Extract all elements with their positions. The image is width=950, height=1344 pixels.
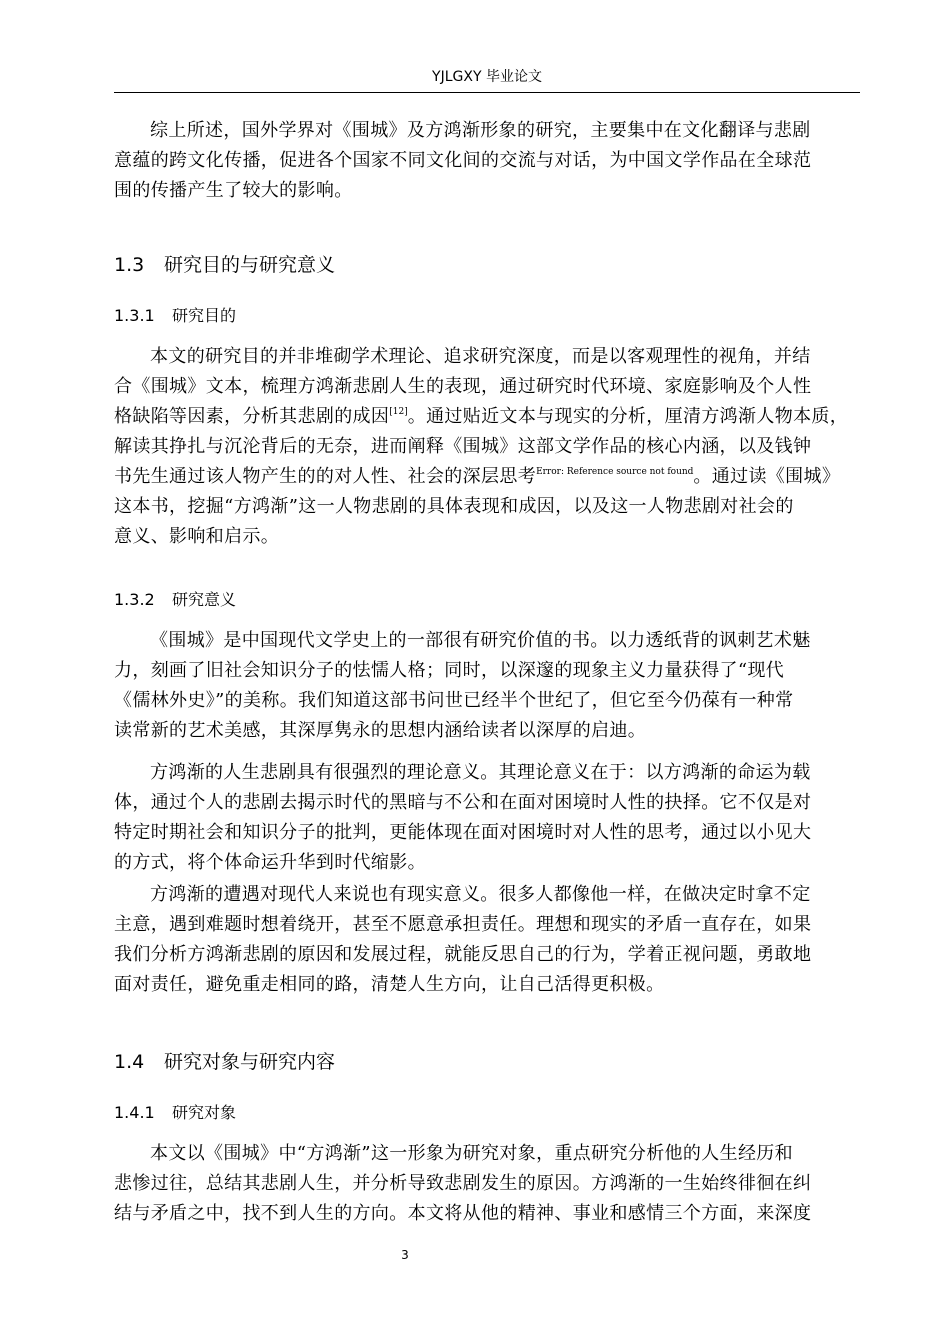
header-rule: [114, 92, 860, 93]
paragraph-line: 本文以《围城》中“方鸿渐”这一形象为研究对象，重点研究分析他的人生经历和: [150, 1143, 794, 1164]
citation-12[interactable]: [12]: [389, 407, 408, 417]
paragraph-line: [114, 402, 860, 432]
paragraph-line: 意义、影响和启示。: [114, 526, 280, 547]
section-number: 1.3: [114, 254, 145, 276]
intro-line-3: 围的传播产生了较大的影响。: [114, 180, 353, 201]
paragraph-line: 主意，遇到难题时想着绕开，甚至不愿意承担责任。理想和现实的矛盾一直存在，如果: [114, 914, 812, 935]
subsection-title: 研究目的: [172, 306, 237, 325]
significance-paragraph-3: [114, 880, 860, 1000]
intro-line-1: 综上所述，国外学界对《围城》及方鸿渐形象的研究，主要集中在文化翻译与悲剧: [150, 120, 811, 141]
subsection-number: 1.4.1: [114, 1103, 155, 1122]
significance-paragraph-2: [114, 758, 860, 878]
subsection-title: 研究意义: [172, 590, 237, 609]
paragraph-line: 《儒林外史》”的美称。我们知道这部书问世已经半个世纪了，但它至今仍葆有一种常: [114, 690, 794, 711]
paragraph-line: 《围城》是中国现代文学史上的一部很有研究价值的书。以力透纸背的讽刺艺术魅: [150, 630, 811, 651]
section-heading-1-3: [114, 252, 335, 278]
paragraph-line: 结与矛盾之中，找不到人生的方向。本文将从他的精神、事业和感情三个方面，来深度: [114, 1203, 812, 1224]
subsection-heading-1-4-1: [114, 1102, 236, 1124]
paragraph-line: [114, 462, 860, 492]
paragraph-line: 本文的研究目的并非堆砌学术理论、追求研究深度，而是以客观理性的视角，并结: [150, 346, 811, 367]
reference-error-citation[interactable]: Error: Reference source not found: [536, 467, 694, 477]
section-number: 1.4: [114, 1051, 145, 1073]
research-object-paragraph: [114, 1139, 860, 1229]
paragraph-line: 合《围城》文本，梳理方鸿渐悲剧人生的表现，通过研究时代环境、家庭影响及个人性: [114, 376, 812, 397]
line-text: 。通过读《围城》: [693, 466, 841, 487]
paragraph-line: 解读其挣扎与沉沦背后的无奈，进而阐释《围城》这部文学作品的核心内涵，以及钱钟: [114, 436, 812, 457]
paragraph-line: 面对责任，避免重走相同的路，清楚人生方向，让自己活得更积极。: [114, 974, 665, 995]
paragraph-line: 力，刻画了旧社会知识分子的怯懦人格；同时，以深邃的现象主义力量获得了“现代: [114, 660, 785, 681]
intro-paragraph: [114, 116, 860, 206]
paragraph-line: 方鸿渐的人生悲剧具有很强烈的理论意义。其理论意义在于：以方鸿渐的命运为载: [150, 762, 811, 783]
section-title: 研究对象与研究内容: [164, 1051, 336, 1073]
significance-paragraph-1: [114, 626, 860, 746]
subsection-number: 1.3.1: [114, 306, 155, 325]
research-purpose-paragraph: [114, 342, 860, 552]
paragraph-line: 方鸿渐的遭遇对现代人来说也有现实意义。很多人都像他一样，在做决定时拿不定: [150, 884, 811, 905]
line-text: 书先生通过该人物产生的的对人性、社会的深层思考: [114, 466, 537, 487]
subsection-heading-1-3-1: [114, 305, 236, 327]
intro-line-2: 意蕴的跨文化传播，促进各个国家不同文化间的交流与对话，为中国文学作品在全球范: [114, 150, 812, 171]
page-number: 3: [401, 1248, 409, 1262]
paragraph-line: 我们分析方鸿渐悲剧的原因和发展过程，就能反思自己的行为，学着正视问题，勇敢地: [114, 944, 812, 965]
paragraph-line: 这本书，挖掘“方鸿渐”这一人物悲剧的具体表现和成因，以及这一人物悲剧对社会的: [114, 496, 794, 517]
subsection-number: 1.3.2: [114, 590, 155, 609]
paragraph-line: 悲惨过往，总结其悲剧人生，并分析导致悲剧发生的原因。方鸿渐的一生始终徘徊在纠: [114, 1173, 812, 1194]
subsection-heading-1-3-2: [114, 589, 236, 611]
paragraph-line: 特定时期社会和知识分子的批判，更能体现在面对困境时对人性的思考，通过以小见大: [114, 822, 812, 843]
line-text: 格缺陷等因素，分析其悲剧的成因: [114, 406, 390, 427]
running-header: YJLGXY 毕业论文: [432, 69, 542, 85]
section-heading-1-4: [114, 1049, 335, 1075]
paragraph-line: 读常新的艺术美感，其深厚隽永的思想内涵给读者以深厚的启迪。: [114, 720, 647, 741]
paragraph-line: 体，通过个人的悲剧去揭示时代的黑暗与不公和在面对困境时人性的抉择。它不仅是对: [114, 792, 812, 813]
paragraph-line: 的方式，将个体命运升华到时代缩影。: [114, 852, 426, 873]
line-text: 。通过贴近文本与现实的分析，厘清方鸿渐人物本质，: [407, 406, 849, 427]
subsection-title: 研究对象: [172, 1103, 237, 1122]
section-title: 研究目的与研究意义: [164, 254, 336, 276]
